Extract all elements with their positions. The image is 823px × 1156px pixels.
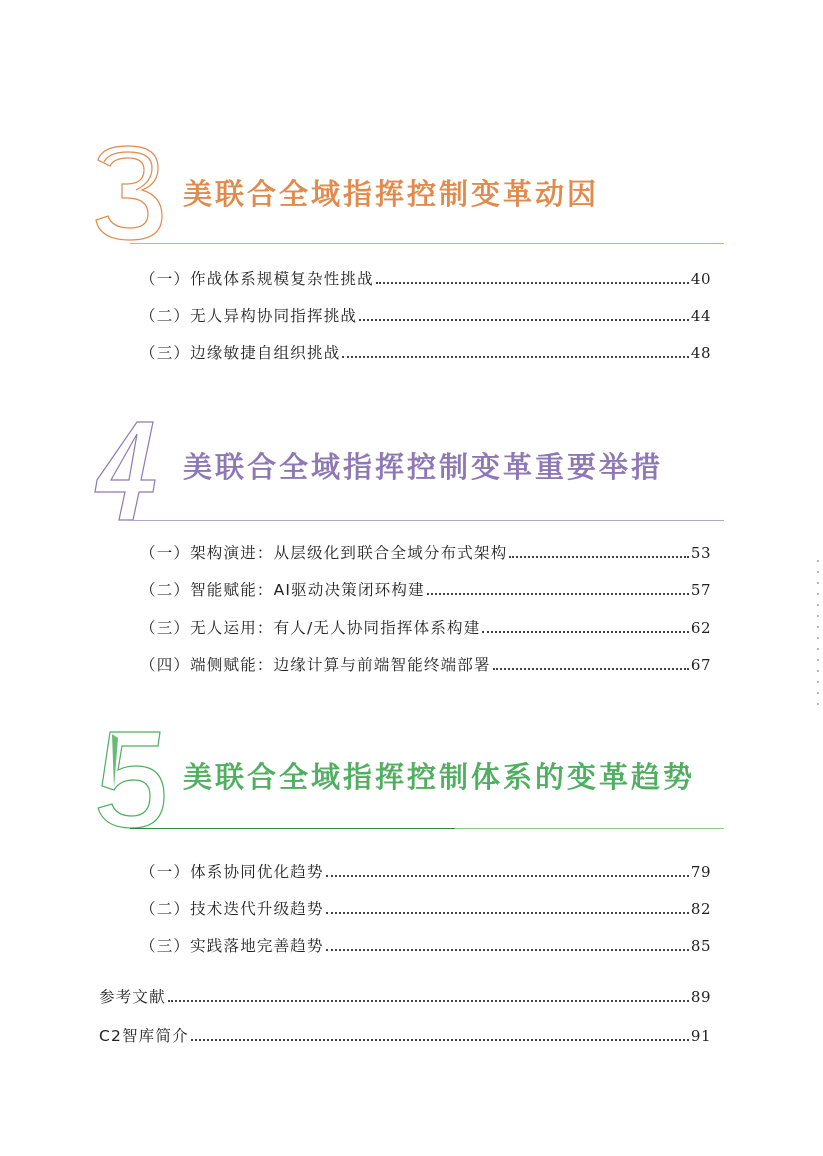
section-number-3-outline <box>92 140 172 248</box>
toc-item-page: 91 <box>690 1027 711 1045</box>
leader-dots <box>191 1039 689 1041</box>
toc-item-label: （一）架构演进：从层级化到联合全域分布式架构 <box>140 544 508 562</box>
toc-item-5-1[interactable] <box>140 859 711 883</box>
section-3-rule <box>130 243 724 244</box>
toc-item-label: （三）无人运用：有人/无人协同指挥体系构建 <box>140 619 481 637</box>
toc-item-about[interactable] <box>99 1023 711 1047</box>
toc-item-3-3[interactable] <box>140 340 711 364</box>
leader-dots <box>342 356 689 358</box>
section-4-title: 美联合全域指挥控制变革重要举措 <box>183 450 664 484</box>
toc-item-page: 67 <box>690 656 711 674</box>
toc-item-page: 53 <box>690 544 711 562</box>
section-number-4-outline <box>93 418 173 524</box>
toc-item-page: 62 <box>690 619 711 637</box>
section-3-title: 美联合全域指挥控制变革动因 <box>183 177 600 211</box>
toc-item-label: （三）边缘敏捷自组织挑战 <box>140 344 341 362</box>
toc-item-label: 参考文献 <box>99 988 166 1006</box>
toc-item-4-2[interactable] <box>140 577 711 601</box>
section-number-3-glyph <box>96 146 162 240</box>
toc-item-label: （一）体系协同优化趋势 <box>140 863 324 881</box>
toc-item-page: 79 <box>690 863 711 881</box>
toc-item-page: 85 <box>690 937 711 955</box>
leader-dots <box>376 282 689 284</box>
leader-dots <box>359 319 689 321</box>
section-5-title: 美联合全域指挥控制体系的变革趋势 <box>183 760 696 794</box>
toc-item-4-4[interactable] <box>140 652 711 676</box>
toc-item-5-2[interactable] <box>140 896 711 920</box>
toc-item-label: （二）智能赋能：AI驱动决策闭环构建 <box>140 581 425 599</box>
toc-item-4-1[interactable] <box>140 540 711 564</box>
toc-item-label: （二）技术迭代升级趋势 <box>140 900 324 918</box>
toc-item-3-2[interactable] <box>140 303 711 327</box>
section-5-rule-dark <box>130 828 455 829</box>
leader-dots <box>326 912 689 914</box>
leader-dots <box>493 668 689 670</box>
toc-item-label: C2智库简介 <box>99 1027 189 1045</box>
toc-item-references[interactable] <box>99 984 711 1008</box>
toc-item-label: （一）作战体系规模复杂性挑战 <box>140 270 374 288</box>
leader-dots <box>168 1000 689 1002</box>
edge-bleed-marks <box>817 560 820 720</box>
toc-item-page: 40 <box>690 270 711 288</box>
toc-item-3-1[interactable] <box>140 266 711 290</box>
leader-dots <box>482 631 688 633</box>
toc-item-4-3[interactable] <box>140 615 711 639</box>
toc-item-label: （三）实践落地完善趋势 <box>140 937 324 955</box>
toc-item-5-3[interactable] <box>140 933 711 957</box>
toc-item-page: 89 <box>690 988 711 1006</box>
leader-dots <box>326 949 689 951</box>
toc-item-page: 48 <box>690 344 711 362</box>
leader-dots <box>509 556 689 558</box>
leader-dots <box>427 593 689 595</box>
section-number-5-outline <box>96 728 168 832</box>
toc-item-page: 82 <box>690 900 711 918</box>
toc-item-page: 57 <box>690 581 711 599</box>
toc-item-label: （二）无人异构协同指挥挑战 <box>140 307 358 325</box>
section-number-4-glyph <box>95 422 155 520</box>
toc-item-label: （四）端侧赋能：边缘计算与前端智能终端部署 <box>140 656 491 674</box>
leader-dots <box>326 875 689 877</box>
section-5-rule <box>455 828 724 829</box>
toc-item-page: 44 <box>690 307 711 325</box>
section-4-rule <box>130 520 724 521</box>
section-number-5-glyph <box>98 732 164 828</box>
